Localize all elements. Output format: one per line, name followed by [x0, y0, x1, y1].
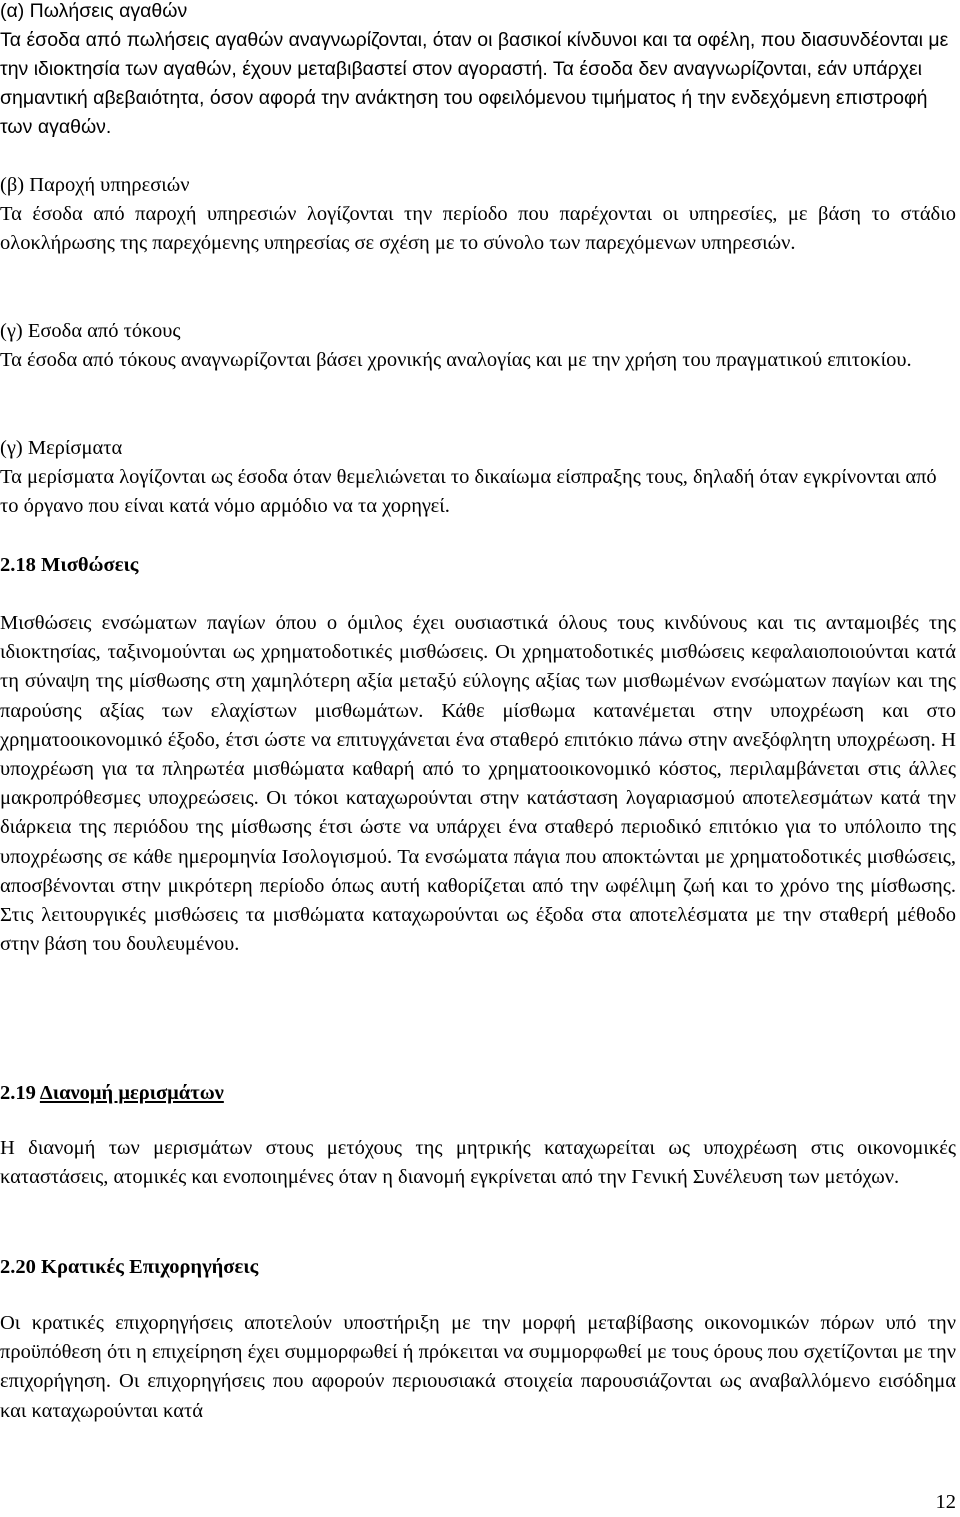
heading-text: Διανομή μερισμάτων [39, 1082, 224, 1104]
paragraph-leases: Μισθώσεις ενσώματων παγίων όπου ο όμιλος έχει ουσιαστικά όλους τους κινδύνους και τις ανταμοιβές της ιδιοκτησίας, ταξινομούνται ως χρηματοδοτικές μισθώσεις. Οι χρηματοδοτικές μισθώσεις κεφαλαιοποιούνται κατά τη σύναψη της μίσθωσης στη χαμηλότερη αξία μεταξύ εύλογης αξίας των μισθωμένων ενσώματων παγίων και της παρούσης αξίας των ελαχίστων μισθωμάτων. Κάθε μίσθωμα κατανέμεται στην υποχρέωση και στο χρηματοοικονομικό έξοδο, έτσι ώστε να επιτυγχάνεται ένα σταθερό επιτόκιο πάνω στην ανεξόφλητη υποχρέωση. Η υποχρέωση για τα πληρωτέα μισθώματα καθαρή από το χρηματοοικονομικό κόστος, περιλαμβάνεται στις άλλες μακροπρόθεσμες υποχρεώσεις. Οι τόκοι καταχωρούνται στην κατάσταση λογαριασμού αποτελεσμάτων κατά την διάρκεια της περιόδου της μίσθωσης έτσι ώστε να υπάρχει ένα σταθερό περιοδικό επιτόκιο για το υπόλοιπο της υποχρέωσης σε κάθε ημερομηνία Ισολογισμού. Τα ενσώματα πάγια που αποκτώνται με χρηματοδοτικές μισθώσεις, αποσβένονται στην μικρότερη περίοδο όπως αυτή καθορίζεται από την ωφέλιμη ζωή και το χρόνο της μίσθωσης. Στις λειτουργικές μισθώσεις τα μισθώματα καταχωρούνται ως έξοδα στα αποτελέσματα με την σταθερή μέθοδο στην βάση του δουλευμένου. [0, 612, 956, 956]
subsection-title: (γ) Εσοδα από τόκους [0, 320, 181, 342]
subsection-title: (γ) Μερίσματα [0, 437, 123, 459]
subsection-body: Τα μερίσματα λογίζονται ως έσοδα όταν θεμελιώνεται το δικαίωμα είσπραξης τους, δηλαδή όταν εγκρίνονται από το όργανο που είναι κατά νόμο αρμόδιο να τα χορηγεί. [0, 466, 937, 518]
heading-dividend-distribution [0, 1079, 956, 1108]
heading-grants: 2.20 Κρατικές Επιχορηγήσεις [0, 1256, 259, 1278]
section-goods-sales [0, 0, 956, 142]
page-number: 12 [935, 1491, 956, 1513]
subsection-body: Τα έσοδα από πωλήσεις αγαθών αναγνωρίζονται, όταν οι βασικοί κίνδυνοι και τα οφέλη, που διασυνδέονται με την ιδιοκτησία των αγαθών, έχουν μεταβιβαστεί στον αγοραστή. Τα έσοδα δεν αναγνωρίζονται, εάν υπάρχει σημαντική αβεβαιότητα, όσον αφορά την ανάκτηση του οφειλόμενου τιμήματος ή την ενδεχόμενη επιστροφή των αγαθών. [0, 29, 949, 138]
section-dividends [0, 434, 956, 522]
section-services [0, 171, 956, 259]
heading-number: 2.19 [0, 1082, 40, 1104]
paragraph-grants: Οι κρατικές επιχορηγήσεις αποτελούν υποστήριξη με την μορφή μεταβίβασης οικονομικών πόρων υπό την προϋπόθεση ότι η επιχείρηση έχει συμμορφωθεί ή πρόκειται να συμμορφωθεί με τους όρους που σχετίζονται με την επιχορήγηση. Οι επιχορηγήσεις που αφορούν περιουσιακά στοιχεία παρουσιάζονται ως αναβαλλόμενο εισόδημα και καταχωρούνται κατά [0, 1312, 956, 1422]
section-interest [0, 317, 956, 375]
subsection-title: (β) Παροχή υπηρεσιών [0, 174, 190, 196]
heading-leases: 2.18 Μισθώσεις [0, 554, 139, 576]
subsection-body: Τα έσοδα από παροχή υπηρεσιών λογίζονται την περίοδο που παρέχονται οι υπηρεσίες, με βάση το στάδιο ολοκλήρωσης της παρεχόμενης υπηρεσίας σε σχέση με το σύνολο των παρεχόμενων υπηρεσιών. [0, 203, 956, 255]
subsection-title: (α) Πωλήσεις αγαθών [0, 0, 188, 22]
paragraph-dividend-distribution: Η διανομή των μερισμάτων στους μετόχους της μητρικής καταχωρείται ως υποχρέωση στις οικονομικές καταστάσεις, ατομικές και ενοποιημένες όταν η διανομή εγκρίνεται από την Γενική Συνέλευση των μετόχων. [0, 1137, 956, 1189]
subsection-body: Τα έσοδα από τόκους αναγνωρίζονται βάσει χρονικής αναλογίας και με την χρήση του πραγματικού επιτοκίου. [0, 349, 912, 372]
